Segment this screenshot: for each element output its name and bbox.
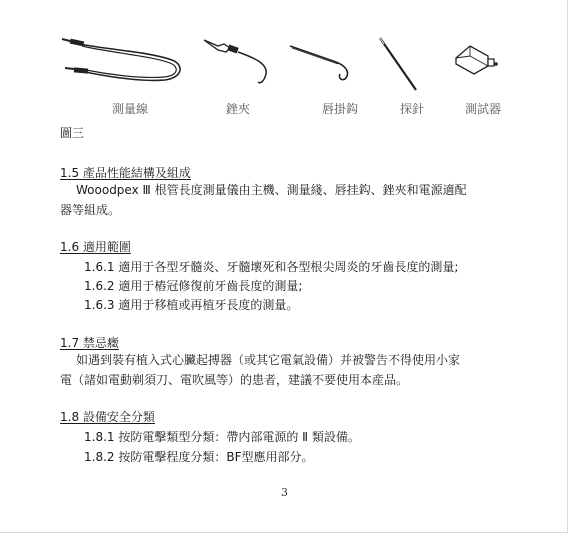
list-item-1-6-3: 1.6.3 適用于移植或再植牙長度的測量。 (84, 298, 299, 312)
page-number: 3 (281, 486, 288, 499)
probe-icon (376, 32, 426, 97)
section-body-1-5-line1: Wooodpex Ⅲ 根管長度測量儀由主機、測量綫、唇挂鈎、銼夾和電源適配 (76, 183, 467, 197)
list-item-1-8-1: 1.8.1 按防電擊類型分類：帶内部電源的 Ⅱ 類設備。 (84, 430, 360, 444)
section-heading-1-6: 1.6 適用範圍 (60, 240, 131, 254)
figure-label-file-clip: 銼夾 (225, 102, 251, 116)
section-body-1-7-line1: 如遇到裝有植入式心臟起搏器（或其它電氣設備）并被警告不得使用小家 (76, 353, 461, 367)
section-body-1-7-line2: 電（諸如電動剃須刀、電吹風等）的患者，建議不要使用本産品。 (60, 373, 409, 387)
section-body-1-5 (60, 180, 520, 220)
accessories-figure (60, 32, 520, 122)
measuring-wire-icon (60, 32, 190, 97)
figure-label-measuring-wire: 測量線 (111, 102, 149, 116)
section-heading-1-8: 1.8 設備安全分類 (60, 410, 155, 424)
lip-hook-icon (288, 32, 358, 97)
file-clip-icon (200, 32, 280, 97)
figure-label-probe: 探針 (399, 102, 425, 116)
figure-label-tester: 測試器 (464, 102, 502, 116)
list-item-1-6-1: 1.6.1 適用于各型牙髓炎、牙髓壞死和各型根尖周炎的牙齒長度的測量; (84, 260, 459, 274)
figure-label-lip-hook: 唇掛鈎 (321, 102, 359, 116)
figure-caption: 圖三 (60, 126, 85, 140)
list-item-1-6-2: 1.6.2 適用于樁冠修復前牙齒長度的測量; (84, 279, 303, 293)
list-item-1-8-2: 1.8.2 按防電擊程度分類：BF型應用部分。 (84, 450, 314, 464)
section-body-1-7 (60, 350, 520, 390)
section-heading-1-7: 1.7 禁忌癥 (60, 336, 119, 350)
section-heading-1-5: 1.5 產品性能結構及組成 (60, 166, 191, 180)
section-body-1-5-line2: 器等組成。 (60, 203, 121, 217)
tester-icon (450, 32, 510, 97)
